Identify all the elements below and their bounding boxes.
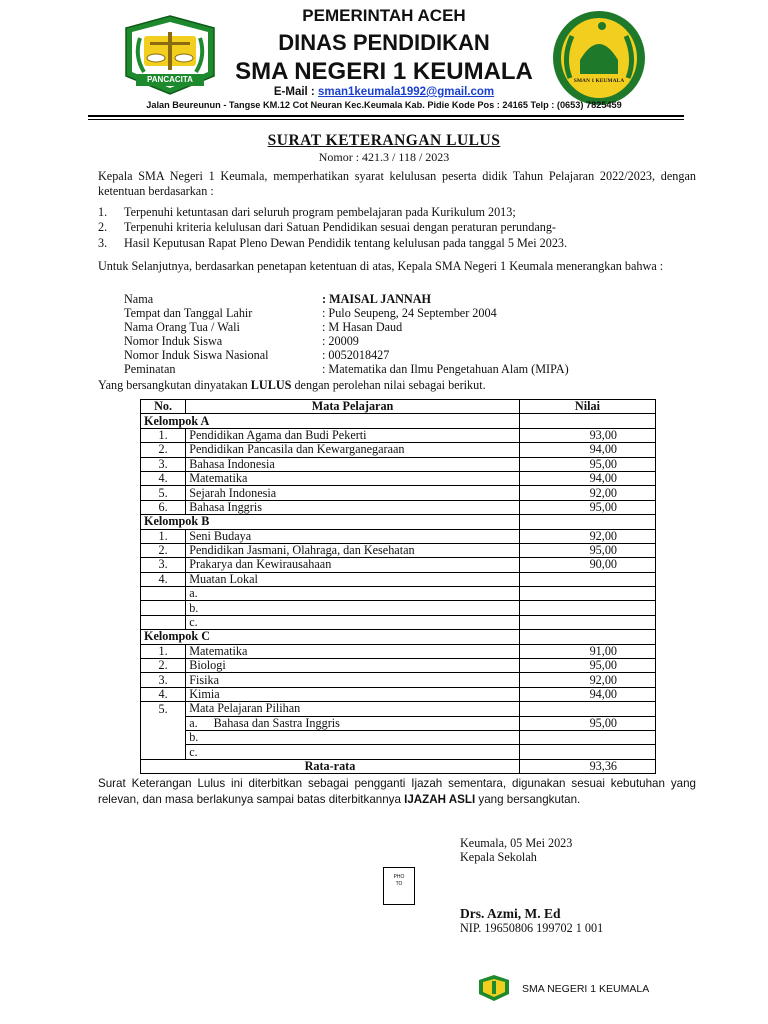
condition-number: 3. xyxy=(98,236,108,250)
row-no xyxy=(141,615,186,629)
table-row xyxy=(141,529,656,543)
average-row xyxy=(141,759,656,773)
group-row xyxy=(141,414,656,428)
row-score: 94,00 xyxy=(519,471,655,485)
condition-number: 1. xyxy=(98,205,108,219)
row-score: 92,00 xyxy=(519,486,655,500)
row-score xyxy=(519,745,655,759)
row-no: 2. xyxy=(141,543,186,557)
email-link[interactable]: sman1keumala1992@gmail.com xyxy=(317,86,495,98)
row-no: 1. xyxy=(141,644,186,658)
row-score: 95,00 xyxy=(519,543,655,557)
signatory-nip: NIP. 19650806 199702 1 001 xyxy=(460,921,604,935)
row-subject: Bahasa Indonesia xyxy=(186,457,520,471)
row-no xyxy=(141,716,186,730)
grades-table xyxy=(140,399,656,774)
row-no: 5. xyxy=(141,702,186,716)
row-no: 3. xyxy=(141,457,186,471)
row-no: 5. xyxy=(141,486,186,500)
row-no: 4. xyxy=(141,687,186,701)
row-no: 2. xyxy=(141,659,186,673)
row-no xyxy=(141,601,186,615)
row-subject: Kimia xyxy=(186,687,520,701)
table-row xyxy=(141,745,656,759)
header-school-name: SMA NEGERI 1 KEUMALA xyxy=(235,58,533,85)
header-email-line xyxy=(0,86,768,98)
row-score: 91,00 xyxy=(519,644,655,658)
condition-text: Terpenuhi ketuntasan dari seluruh program pembelajaran pada Kurikulum 2013; xyxy=(124,205,516,219)
row-subject: Biologi xyxy=(186,659,520,673)
option-label: c. xyxy=(189,744,198,759)
table-row xyxy=(141,730,656,744)
row-score: 95,00 xyxy=(519,716,655,730)
condition-text: Terpenuhi kriteria kelulusan dari Satuan Pendidikan sesuai dengan peraturan perundang- xyxy=(124,220,556,234)
identity-label: Nama Orang Tua / Wali xyxy=(124,320,240,334)
row-score xyxy=(519,572,655,586)
document-number: Nomor : 421.3 / 118 / 2023 xyxy=(318,150,450,164)
row-subject: Prakarya dan Kewirausahaan xyxy=(186,558,520,572)
identity-label: Peminatan xyxy=(124,362,176,376)
header-government: PEMERINTAH ACEH xyxy=(302,6,466,25)
header-department: DINAS PENDIDIKAN xyxy=(278,30,490,55)
row-subject: Matematika xyxy=(186,644,520,658)
row-subject xyxy=(186,745,520,759)
row-no: 2. xyxy=(141,443,186,457)
table-row xyxy=(141,500,656,514)
row-subject: Mata Pelajaran Pilihan xyxy=(186,702,520,716)
closing-suffix: yang bersangkutan. xyxy=(475,792,581,806)
school-logo-label: SMAN 1 KEUMALA xyxy=(573,78,625,84)
row-no: 4. xyxy=(141,572,186,586)
table-row xyxy=(141,659,656,673)
row-subject: Fisika xyxy=(186,673,520,687)
header-address: Jalan Beureunun - Tangse KM.12 Cot Neuran Kec.Keumala Kab. Pidie Kode Pos : 24165 Telp : (0653) 7825459 xyxy=(146,100,622,110)
identity-value: : 0052018427 xyxy=(322,348,390,362)
table-row xyxy=(141,543,656,557)
row-subject: Pendidikan Jasmani, Olahraga, dan Kesehatan xyxy=(186,543,520,557)
empty-cell xyxy=(519,630,655,644)
row-subject: Sejarah Indonesia xyxy=(186,486,520,500)
table-row xyxy=(141,644,656,658)
table-row xyxy=(141,457,656,471)
row-subject: Pendidikan Agama dan Budi Pekerti xyxy=(186,428,520,442)
row-subject: c. xyxy=(186,615,520,629)
option-label: b. xyxy=(189,730,199,745)
row-no xyxy=(141,730,186,744)
table-row xyxy=(141,673,656,687)
result-suffix: dengan perolehan nilai sebagai berikut. xyxy=(291,378,486,392)
table-row xyxy=(141,558,656,572)
row-no: 3. xyxy=(141,673,186,687)
footer-school-name: SMA NEGERI 1 KEUMALA xyxy=(522,983,650,995)
row-subject: Seni Budaya xyxy=(186,529,520,543)
row-score xyxy=(519,730,655,744)
result-line xyxy=(98,378,486,393)
row-score: 94,00 xyxy=(519,687,655,701)
row-subject: a. xyxy=(186,587,520,601)
table-row xyxy=(141,601,656,615)
row-score: 93,00 xyxy=(519,428,655,442)
header-score: Nilai xyxy=(519,400,655,414)
row-subject xyxy=(186,730,520,744)
header-no: No. xyxy=(141,400,186,414)
row-no: 4. xyxy=(141,471,186,485)
closing-text: Surat Keterangan Lulus ini diterbitkan sebagai pengganti Ijazah sementara, digunakan sesuai kebutuhan yang relevan, dan masa berlakunya sampai batas diterbitkannya xyxy=(98,777,696,806)
row-score: 90,00 xyxy=(519,558,655,572)
table-row xyxy=(141,687,656,701)
result-prefix: Yang bersangkutan dinyatakan xyxy=(98,378,251,392)
identity-label: Nama xyxy=(124,292,154,306)
row-no: 1. xyxy=(141,529,186,543)
row-score: 95,00 xyxy=(519,659,655,673)
row-no: 6. xyxy=(141,500,186,514)
table-row xyxy=(141,443,656,457)
row-no xyxy=(141,587,186,601)
row-score: 95,00 xyxy=(519,457,655,471)
identity-value: : M Hasan Daud xyxy=(322,320,403,334)
intro-paragraph: Kepala SMA Negeri 1 Keumala, memperhatikan syarat kelulusan peserta didik Tahun Pelajaran 2022/2023, dengan ketentuan berdasarkan : xyxy=(98,169,696,198)
row-no: 3. xyxy=(141,558,186,572)
closing-paragraph xyxy=(98,776,696,807)
closing-emphasis: IJAZAH ASLI xyxy=(404,792,476,806)
table-row xyxy=(141,702,656,716)
table-row xyxy=(141,486,656,500)
identity-value: : Matematika dan Ilmu Pengetahuan Alam (MIPA) xyxy=(322,362,569,376)
group-label: Kelompok B xyxy=(141,515,520,529)
header-divider-thin xyxy=(88,119,684,120)
row-score xyxy=(519,615,655,629)
identity-label: Nomor Induk Siswa xyxy=(124,334,223,348)
average-label: Rata-rata xyxy=(141,759,520,773)
group-label: Kelompok C xyxy=(141,630,520,644)
identity-value: : 20009 xyxy=(322,334,359,348)
row-subject: Muatan Lokal xyxy=(186,572,520,586)
row-subject: Matematika xyxy=(186,471,520,485)
identity-value: : Pulo Seupeng, 24 September 2004 xyxy=(322,306,497,320)
table-row xyxy=(141,716,656,730)
table-row xyxy=(141,428,656,442)
row-score xyxy=(519,601,655,615)
identity-label: Tempat dan Tanggal Lahir xyxy=(124,306,253,320)
identity-value: : MAISAL JANNAH xyxy=(322,292,432,306)
document-title: SURAT KETERANGAN LULUS xyxy=(267,132,501,149)
group-label: Kelompok A xyxy=(141,414,520,428)
photo-label: PHO TO xyxy=(393,874,405,887)
table-row xyxy=(141,615,656,629)
email-label: E-Mail : xyxy=(273,86,315,98)
row-score: 92,00 xyxy=(519,529,655,543)
group-row xyxy=(141,515,656,529)
row-no xyxy=(141,745,186,759)
option-subject: Bahasa dan Sastra Inggris xyxy=(213,715,340,730)
pancacita-label: PANCACITA xyxy=(147,75,193,84)
row-subject: Pendidikan Pancasila dan Kewarganegaraan xyxy=(186,443,520,457)
row-subject: b. xyxy=(186,601,520,615)
statement-paragraph: Untuk Selanjutnya, berdasarkan penetapan ketentuan di atas, Kepala SMA Negeri 1 Keumala menerangkan bahwa : xyxy=(98,259,664,273)
row-score: 94,00 xyxy=(519,443,655,457)
row-score xyxy=(519,587,655,601)
option-label: a. xyxy=(189,715,198,730)
row-score: 92,00 xyxy=(519,673,655,687)
signature-place-date: Keumala, 05 Mei 2023 xyxy=(460,836,573,850)
header-divider-thick xyxy=(88,115,684,117)
empty-cell xyxy=(519,515,655,529)
header-subject: Mata Pelajaran xyxy=(186,400,520,414)
row-score: 95,00 xyxy=(519,500,655,514)
signature-role: Kepala Sekolah xyxy=(460,850,537,864)
table-row xyxy=(141,587,656,601)
identity-label: Nomor Induk Siswa Nasional xyxy=(124,348,269,362)
table-row xyxy=(141,471,656,485)
footer-logo-icon xyxy=(478,974,510,1002)
photo-box xyxy=(383,867,415,905)
table-row xyxy=(141,572,656,586)
row-subject xyxy=(186,716,520,730)
average-value: 93,36 xyxy=(519,759,655,773)
row-score xyxy=(519,702,655,716)
row-no: 1. xyxy=(141,428,186,442)
table-header-row xyxy=(141,400,656,414)
group-row xyxy=(141,630,656,644)
condition-text: Hasil Keputusan Rapat Pleno Dewan Pendidik tentang kelulusan pada tanggal 5 Mei 2023. xyxy=(124,236,568,250)
empty-cell xyxy=(519,414,655,428)
signatory-name: Drs. Azmi, M. Ed xyxy=(460,906,561,921)
row-subject: Bahasa Inggris xyxy=(186,500,520,514)
condition-number: 2. xyxy=(98,220,108,234)
result-word: LULUS xyxy=(250,378,292,392)
